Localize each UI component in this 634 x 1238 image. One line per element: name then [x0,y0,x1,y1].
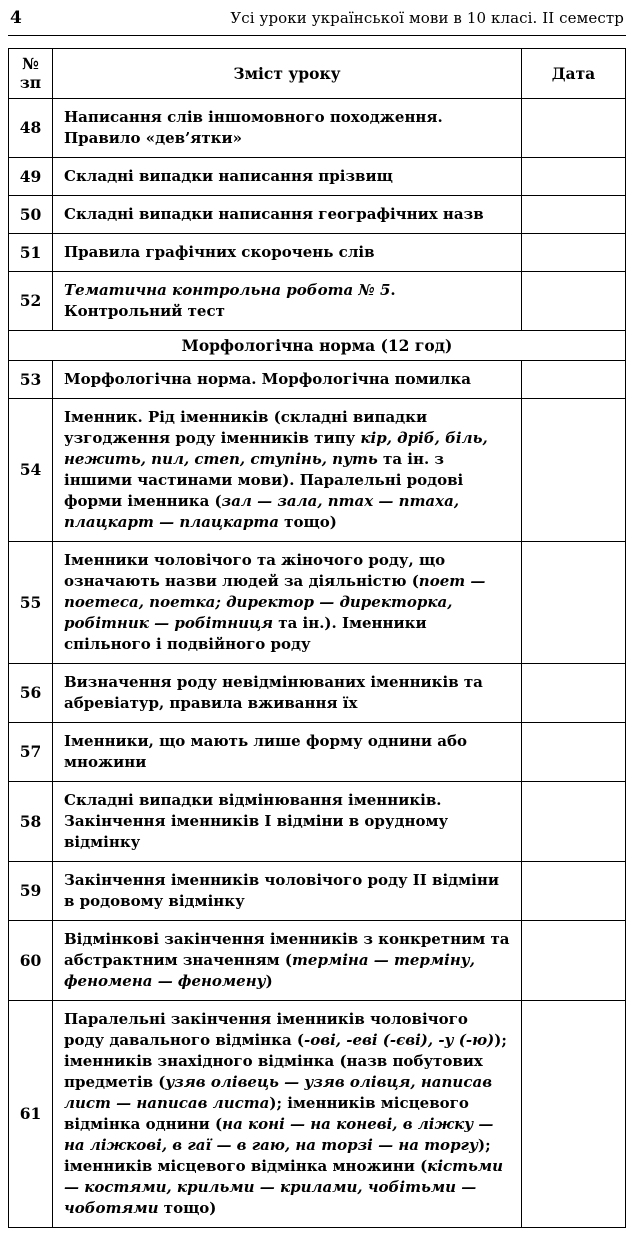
lesson-number: 53 [9,360,53,398]
lesson-content [53,157,522,195]
lesson-content-example: кір, дріб, біль, нежить, пил, степ, ступінь, путь [64,428,488,468]
table-row [9,398,626,541]
table-row [9,195,626,233]
table-row [9,920,626,1000]
date-cell [522,663,626,722]
lesson-content-example: терміна — терміну, феномена — феномену [64,950,475,990]
date-cell [522,98,626,157]
lesson-content [53,722,522,781]
lesson-content-text: ) [265,971,273,990]
lesson-content [53,1000,522,1227]
section-title: Морфологічна норма (12 год) [9,330,626,360]
lesson-number: 58 [9,781,53,861]
date-cell [522,157,626,195]
number-header-line2: зп [19,73,42,93]
lesson-content-text: Морфологічна норма. Морфологічна помилка [64,369,471,388]
lesson-table-header [9,49,626,99]
lesson-content-text: тощо) [158,1198,217,1217]
date-cell [522,195,626,233]
lesson-number: 48 [9,98,53,157]
lesson-content-example: узяв олівець — узяв олівця, написав лист — написав листа [64,1072,493,1112]
lesson-table-body [9,98,626,1227]
column-header-content: Зміст уроку [53,49,522,99]
lesson-content-example: зал — зала, птах — птаха, плацкарт — плацкарта [64,491,460,531]
date-cell [522,861,626,920]
lesson-number: 52 [9,271,53,330]
date-cell [522,781,626,861]
lesson-number: 60 [9,920,53,1000]
header-row [9,49,626,99]
lesson-content-text: та ін.). Іменники спільного і подвійного роду [64,613,427,653]
lesson-content [53,271,522,330]
table-row [9,98,626,157]
lesson-content-text: Складні випадки написання географічних назв [64,204,484,223]
page-number: 4 [10,8,22,28]
date-cell [522,722,626,781]
table-row [9,271,626,330]
table-row [9,781,626,861]
lesson-number: 55 [9,541,53,663]
section-row [9,330,626,360]
date-cell [522,271,626,330]
lesson-number: 56 [9,663,53,722]
lesson-content-text: ); іменників місцевого відмінка множини ( [64,1135,491,1175]
lesson-content-text: Іменники, що мають лише форму однини або множини [64,731,467,771]
table-row [9,541,626,663]
date-cell [522,398,626,541]
lesson-content-text: тощо) [278,512,337,531]
lesson-content-text: Закінчення іменників чоловічого роду ІІ відміни в родовому відмінку [64,870,499,910]
lesson-number: 61 [9,1000,53,1227]
date-cell [522,541,626,663]
lesson-content-example: кістьми — костями, крильми — крилами, чобітьми — чоботями [64,1156,504,1217]
lesson-content-text: Складні випадки написання прізвищ [64,166,393,185]
table-row [9,861,626,920]
table-row [9,1000,626,1227]
column-header-number [9,49,53,99]
lesson-number: 59 [9,861,53,920]
lesson-content [53,781,522,861]
lesson-content [53,398,522,541]
lesson-number: 54 [9,398,53,541]
lesson-content-text: та ін. з іншими частинами мови). Паралельні родові форми іменника ( [64,449,464,510]
table-row [9,360,626,398]
date-cell [522,920,626,1000]
lesson-content [53,861,522,920]
lesson-content [53,920,522,1000]
table-row [9,233,626,271]
lesson-content-text: Іменники чоловічого та жіночого роду, що означають назви людей за діяльністю ( [64,550,446,590]
running-title: Усі уроки української мови в 10 класі. ІІ семестр [230,9,624,27]
lesson-content-example: Тематична контрольна робота № 5 [64,280,391,299]
lesson-content-text: Визначення роду невідмінюваних іменників та абревіатур, правила вживання їх [64,672,483,712]
lesson-number: 49 [9,157,53,195]
lesson-content [53,233,522,271]
lesson-number: 51 [9,233,53,271]
lesson-content [53,98,522,157]
running-head [8,6,626,36]
lesson-content-text: Написання слів іншомовного походження. Правило «дев’ятки» [64,107,443,147]
lesson-content-text: Відмінкові закінчення іменників з конкретним та абстрактним значенням ( [64,929,510,969]
date-cell [522,1000,626,1227]
lesson-content-text: Складні випадки відмінювання іменників. Закінчення іменників І відміни в орудному відмінку [64,790,449,851]
column-header-date: Дата [522,49,626,99]
lesson-content [53,663,522,722]
number-header-line1: № [22,54,39,73]
table-row [9,663,626,722]
lesson-content-example: поет — поетеса, поетка; директор — директорка, робітник — робітниця [64,571,486,632]
lesson-content-example: -ові, -еві (-єві), -у (-ю) [304,1030,495,1049]
table-row [9,722,626,781]
lesson-number: 50 [9,195,53,233]
lesson-content-text: ); іменників місцевого відмінка однини ( [64,1093,469,1133]
lesson-content [53,360,522,398]
lesson-content-text: Паралельні закінчення іменників чоловічого роду давального відмінка ( [64,1009,468,1049]
date-cell [522,360,626,398]
lesson-content [53,541,522,663]
lesson-number: 57 [9,722,53,781]
lesson-table [8,48,626,1228]
lesson-content-example: на коні — на коневі, в ліжку — на ліжкові, в гаї — в гаю, на торзі — на торгу [64,1114,494,1154]
lesson-content-text: Іменник. Рід іменників (складні випадки узгодження роду іменників типу [64,407,428,447]
lesson-content-text: . Контрольний тест [64,280,396,320]
lesson-content-text: ); іменників знахідного відмінка (назв побутових предметів ( [64,1030,507,1091]
date-cell [522,233,626,271]
lesson-content-text: Правила графічних скорочень слів [64,242,375,261]
lesson-content [53,195,522,233]
table-row [9,157,626,195]
